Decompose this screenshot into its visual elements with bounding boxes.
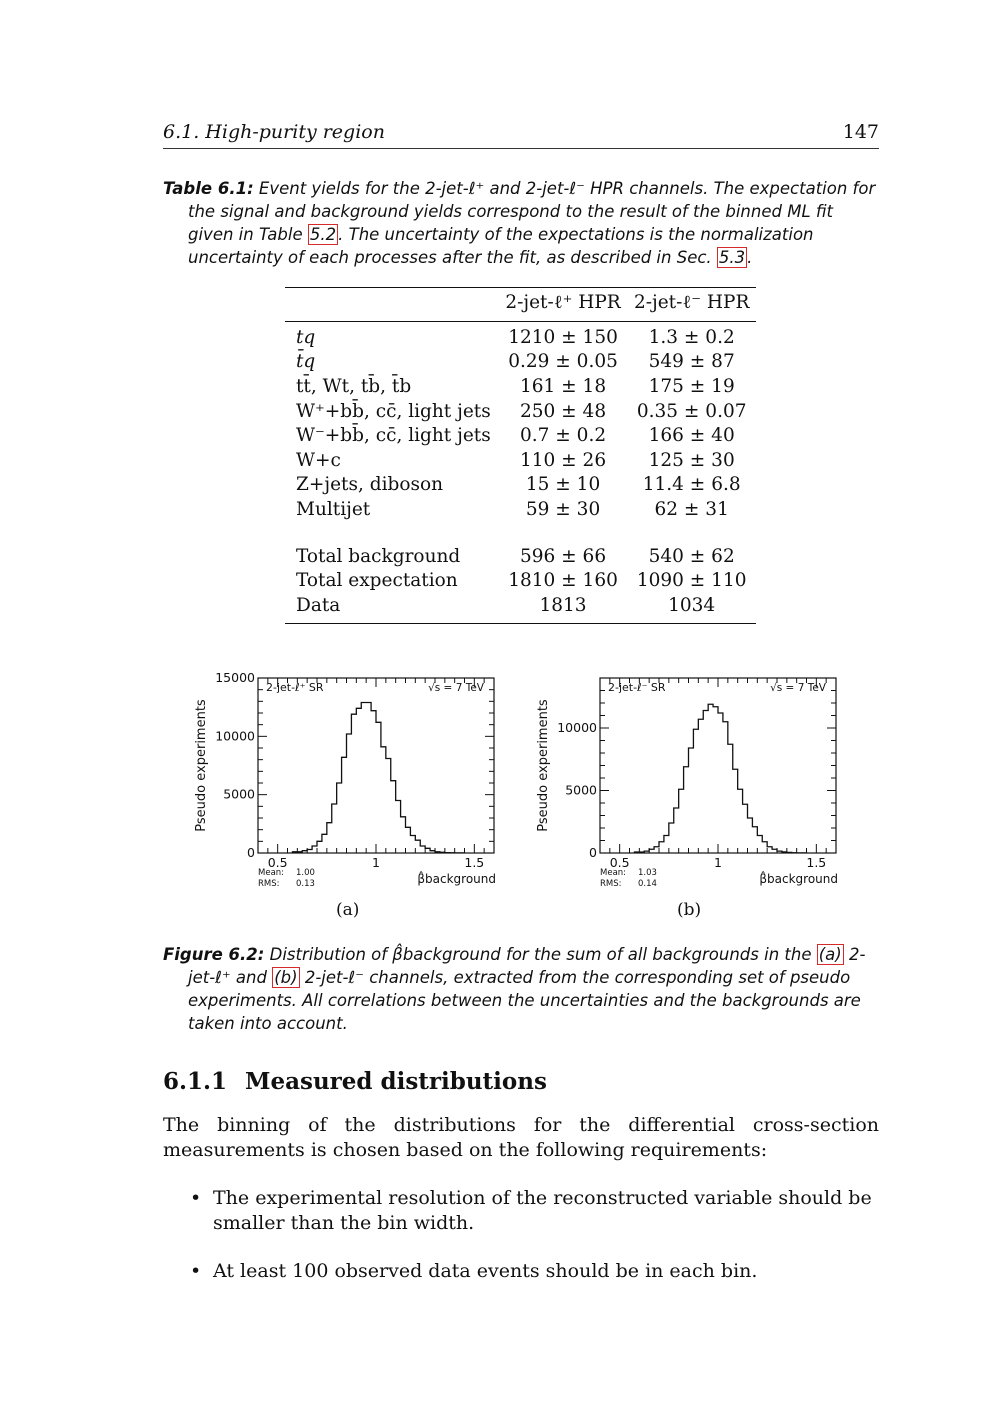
histogram-bin: [713, 707, 718, 853]
histogram-bin: [332, 804, 337, 853]
table-row: [285, 322, 756, 350]
histogram-a: [190, 668, 510, 896]
cell-lplus: 250 ± 48: [519, 400, 607, 422]
x-tick-label: 1: [714, 855, 722, 870]
energy-label: √s = 7 TeV: [770, 682, 826, 694]
subfigure-label-b: (b): [677, 900, 702, 920]
subfigure-a-link[interactable]: (a): [818, 945, 842, 964]
section-number: 6.1.1: [163, 1068, 228, 1095]
cell-lplus: 1810 ± 160: [508, 570, 618, 592]
cell-lplus: 1813: [539, 594, 587, 616]
cell-lminus: 11.4 ± 6.8: [642, 474, 741, 496]
figure-caption-text-1: Distribution of β̂background for the sum of all backgrounds in the: [269, 945, 817, 964]
histogram-a-svg: [190, 668, 510, 896]
y-tick-label: 10000: [215, 728, 255, 744]
cell-lplus: 59 ± 30: [525, 498, 601, 520]
cell-lplus: 596 ± 66: [519, 545, 607, 567]
list-item: [190, 1186, 880, 1236]
histogram-bin: [347, 734, 352, 853]
histogram-bin: [366, 703, 371, 854]
y-tick-label: 15000: [215, 670, 255, 685]
histogram-bin: [415, 840, 420, 853]
y-axis-label: Pseudo experiments: [194, 699, 209, 832]
histogram-bin: [312, 846, 317, 853]
histogram-bin: [327, 823, 332, 853]
table-caption-text-3: .: [747, 248, 753, 267]
histogram-bin: [361, 703, 366, 854]
histogram-bin: [406, 827, 411, 853]
body-paragraph: The binning of the distributions for the differential cross-section measurements is chosen based on the following requirements:: [163, 1114, 879, 1161]
row-label: Total background: [296, 545, 461, 567]
row-label: tt̄, Wt, tb̄, t̄b: [296, 375, 412, 397]
histogram-bin: [401, 817, 406, 853]
list-item-text: At least 100 observed data events should be in each bin.: [213, 1260, 758, 1282]
row-label: Z+jets, diboson: [296, 474, 444, 496]
row-label: Data: [296, 594, 341, 616]
section-title: Measured distributions: [245, 1068, 547, 1095]
figure-caption-label: Figure 6.2:: [163, 945, 265, 964]
x-axis-label: β̂background: [759, 872, 838, 886]
stats-mean-label: Mean:: [258, 868, 285, 878]
table-caption-text-1: Event yields for the 2-jet-ℓ⁺ and 2-jet-ℓ⁻ HPR channels. The expectation for the signal and background yields correspond to the result of the binned ML fit given in Table: [188, 179, 876, 244]
histogram-bin: [733, 769, 738, 853]
row-label: Total expectation: [296, 570, 458, 592]
table-total-row: [285, 593, 756, 623]
x-tick-label: 1.5: [806, 855, 827, 870]
row-label: W+c: [296, 449, 341, 471]
cell-lminus: 549 ± 87: [648, 351, 735, 373]
histogram-bin: [723, 722, 728, 853]
energy-label: √s = 7 TeV: [428, 682, 484, 694]
histogram-bin: [410, 836, 415, 854]
histogram-bin: [342, 757, 347, 853]
histogram-bin: [767, 847, 772, 853]
histogram-bin: [322, 834, 327, 853]
histogram-bin: [689, 748, 694, 853]
stats-mean-label: Mean:: [600, 868, 627, 878]
histogram-bin: [752, 827, 757, 853]
figure-caption-text-2: 2-jet-ℓ⁺ and: [188, 945, 866, 987]
stats-rms-value: 0.13: [296, 879, 315, 889]
histogram-bin: [679, 789, 684, 853]
histogram-bin: [376, 722, 381, 853]
histogram-bin: [669, 823, 674, 853]
stats-mean-value: 1.00: [296, 868, 315, 878]
channel-label: 2-jet-ℓ⁺ SR: [266, 681, 324, 694]
histogram-bin: [728, 744, 733, 853]
header-section-title: 6.1. High-purity region: [163, 121, 385, 143]
histogram-bin: [748, 818, 753, 853]
x-tick-label: 0.5: [609, 855, 630, 870]
histogram-bin: [703, 711, 708, 854]
table-caption-label: Table 6.1:: [163, 179, 254, 198]
cell-lplus: 161 ± 18: [519, 375, 607, 397]
bullet-icon: •: [190, 1260, 202, 1282]
cell-lminus: 62 ± 31: [654, 498, 729, 520]
table-caption: [163, 177, 879, 269]
figure-caption: [163, 943, 879, 1035]
table-total-row: [285, 544, 756, 569]
bullet-icon: •: [190, 1187, 202, 1209]
histogram-b: [532, 668, 852, 896]
row-label: W⁺+bb̄, cc̄, light jets: [296, 400, 491, 422]
section-ref-link[interactable]: 5.3: [718, 248, 746, 267]
histogram-b-svg: [532, 668, 852, 896]
histogram-bin: [391, 781, 396, 853]
histogram-bins: [292, 703, 464, 854]
list-item: [190, 1259, 880, 1284]
subfigure-b-link[interactable]: (b): [274, 968, 298, 987]
histogram-bin: [381, 747, 386, 853]
histogram-bin: [674, 808, 679, 853]
stats-rms-value: 0.14: [638, 879, 657, 889]
histogram-bin: [356, 708, 361, 853]
table-row: [285, 473, 756, 498]
histogram-bin: [659, 842, 664, 853]
histogram-bin: [337, 783, 342, 853]
x-axis-label: β̂background: [417, 872, 496, 886]
table-row: [285, 448, 756, 473]
running-header: [163, 120, 879, 149]
histogram-bin: [371, 711, 376, 853]
histogram-bin: [708, 704, 713, 853]
cell-lminus: 1034: [668, 594, 716, 616]
histogram-bin: [654, 847, 659, 853]
histogram-bin: [684, 767, 689, 853]
histogram-bin: [317, 841, 322, 853]
row-label: tq: [296, 326, 316, 348]
y-tick-label: 5000: [565, 782, 597, 798]
histogram-bin: [351, 714, 356, 853]
cell-lminus: 1.3 ± 0.2: [648, 326, 735, 348]
page-number: 147: [842, 121, 879, 143]
stats-mean-value: 1.03: [638, 868, 657, 878]
cell-lplus: 0.7 ± 0.2: [519, 425, 607, 447]
histogram-bin: [664, 836, 669, 854]
x-tick-label: 0.5: [267, 855, 288, 870]
cell-lminus: 1090 ± 110: [636, 570, 747, 592]
row-label: t̄q: [296, 351, 316, 373]
histogram-bin: [396, 801, 401, 854]
section-heading: [163, 1068, 547, 1095]
cell-lplus: 0.29 ± 0.05: [508, 351, 618, 373]
y-axis-label: Pseudo experiments: [536, 699, 551, 832]
cell-lminus: 540 ± 62: [648, 545, 735, 567]
table-row: [285, 374, 756, 399]
table-header-empty: [285, 288, 499, 322]
histogram-bin: [738, 789, 743, 853]
table-spacer-row: [285, 522, 756, 544]
table-caption-text-2: . The uncertainty of the expectations is the normalization uncertainty of each processes after the fit, as described in Sec.: [188, 225, 814, 267]
table-header-row: [285, 288, 756, 322]
x-tick-label: 1: [372, 855, 380, 870]
table-total-row: [285, 568, 756, 593]
cell-lplus: 110 ± 26: [519, 449, 607, 471]
cell-lplus: 15 ± 10: [525, 474, 601, 496]
table-row: [285, 350, 756, 375]
x-tick-label: 1.5: [464, 855, 485, 870]
list-item-text: The experimental resolution of the reconstructed variable should be smaller than the bin width.: [213, 1187, 872, 1234]
histogram-bin: [762, 842, 767, 853]
histogram-bin: [757, 836, 762, 854]
row-label: W⁻+bb̄, cc̄, light jets: [296, 425, 491, 447]
table-header-lminus: 2-jet-ℓ⁻ HPR: [633, 292, 750, 313]
table-row: [285, 399, 756, 424]
histogram-bin: [698, 719, 703, 853]
histogram-bin: [743, 804, 748, 853]
stats-rms-label: RMS:: [600, 879, 622, 889]
histogram-bin: [425, 848, 430, 853]
histogram-bin: [420, 846, 425, 853]
cell-lminus: 0.35 ± 0.07: [636, 400, 747, 422]
event-yields-table: [285, 287, 756, 624]
table-ref-link[interactable]: 5.2: [309, 225, 337, 244]
channel-label: 2-jet-ℓ⁻ SR: [608, 681, 666, 694]
table-header-lplus: 2-jet-ℓ⁺ HPR: [505, 292, 621, 313]
histogram-bin: [718, 713, 723, 853]
cell-lminus: 166 ± 40: [648, 425, 735, 447]
figure-caption-text-3: 2-jet-ℓ⁻ channels, extracted from the corresponding set of pseudo experiments. All correlations between the uncertainties and the backgrounds are taken into account.: [188, 968, 861, 1033]
row-label: Multijet: [296, 498, 371, 520]
y-tick-label: 10000: [557, 720, 597, 735]
y-tick-label: 0: [589, 845, 597, 860]
cell-lminus: 125 ± 30: [648, 449, 735, 471]
stats-rms-label: RMS:: [258, 879, 280, 889]
cell-lminus: 175 ± 19: [648, 375, 735, 397]
histogram-bin: [693, 729, 698, 853]
table-row: [285, 497, 756, 522]
y-tick-label: 0: [247, 845, 255, 860]
histogram-bins: [634, 704, 806, 853]
table-row: [285, 423, 756, 448]
y-tick-label: 5000: [223, 786, 255, 802]
cell-lplus: 1210 ± 150: [508, 326, 618, 348]
histogram-bin: [386, 759, 391, 854]
subfigure-label-a: (a): [336, 900, 360, 920]
